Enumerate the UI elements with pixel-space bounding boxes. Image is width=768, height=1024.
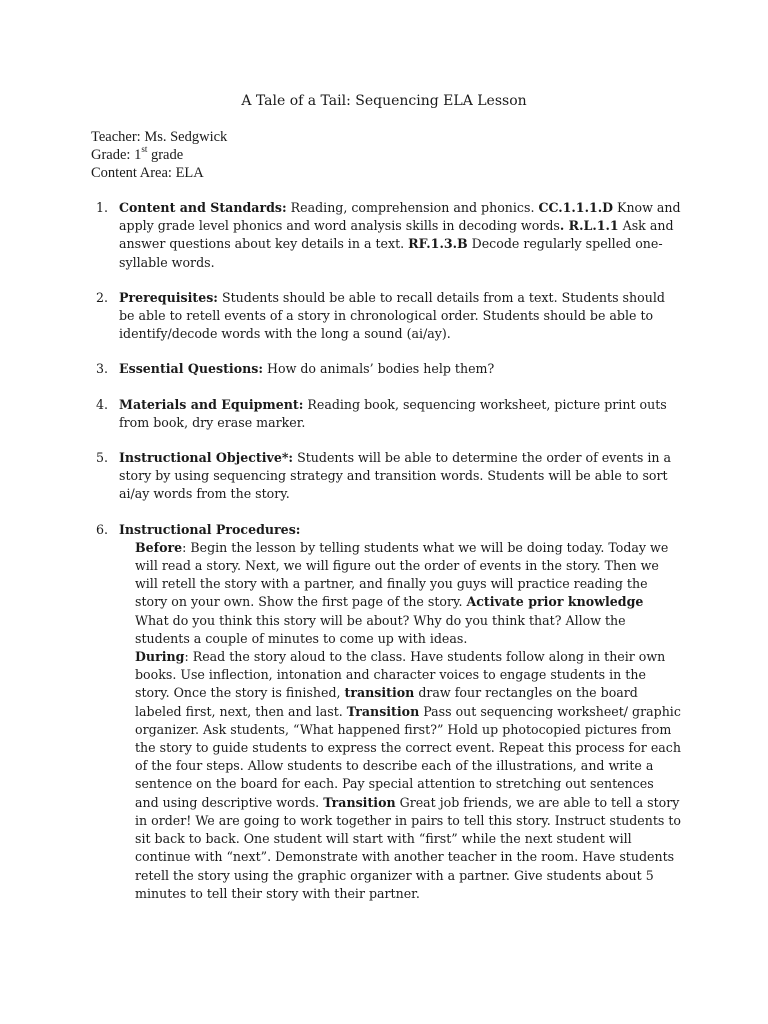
before-text-continued: What do you think this story will be about? Why do you think that? Allow the students a couple of minutes to come up with ideas. [135,612,626,646]
during-text: Pass out sequencing worksheet/ graphic organizer. Ask students, “What happened first?” Hold up photocopied pictures from the story to guide students to express the correct event. Repeat this process for each of the four steps. Allow students to describe each of the illustrations, and write a sentence on the board for each. Pay special attention to stretching out sentences and using descriptive words. [135,703,681,810]
item-number: 5. [96,450,109,466]
standard-code: RF.1.3.B [408,236,468,252]
list-item-objective [91,449,681,504]
item-number: 2. [96,289,109,305]
list-item-procedures [91,521,681,903]
standard-code: CC.1.1.1.D [538,200,614,215]
during-label: During [135,649,185,665]
activate-prior-knowledge-label: Activate prior knowledge [466,594,644,610]
item-text: How do animals’ bodies help them? [263,361,495,377]
item-text: Students should be able to recall details from a text. Students should be able to retell events of a story in chronological order. Students should be able to identify/decode words with the long a sound (ai/ay). [119,289,665,342]
item-number: 6. [96,521,109,537]
grade-prefix: Grade: 1 [91,147,142,163]
item-text: Reading book, sequencing worksheet, picture print outs from book, dry erase marker. [119,396,667,430]
item-label: Materials and Equipment: [119,396,304,412]
teacher-line: Teacher: Ms. Sedgwick [91,129,228,145]
during-text: : Read the story aloud to the class. Have students follow along in their own books. Use inflection, intonation and character voices to engage students in the story. Once the story is finished, [135,649,666,701]
item-label: Content and Standards: [119,200,287,215]
grade-superscript: st [141,144,148,155]
lesson-metadata [91,128,227,182]
item-text: Ask and answer questions about key details in a text. [119,218,674,252]
item-label: Instructional Objective*: [119,450,294,466]
content-area-line: Content Area: ELA [91,165,204,181]
document-title: A Tale of a Tail: Sequencing ELA Lesson [241,93,527,109]
lesson-plan-list [91,199,681,920]
transition-label: transition [344,685,415,701]
before-label: Before [135,539,183,555]
item-label: Instructional Procedures: [119,521,301,537]
item-number: 3. [96,361,109,377]
transition-label: Transition [346,703,420,719]
transition-label: Transition [323,794,396,810]
standard-code: . R.L.1.1 [559,218,619,234]
item-number: 1. [96,200,109,215]
item-number: 4. [96,396,109,412]
during-text: draw four rectangles on the board labeled first, next, then and last. [135,685,638,719]
item-label: Essential Questions: [119,361,264,377]
during-text: Great job friends, we are able to tell a story in order! We are going to work together in pairs to tell this story. Instruct students to sit back to back. One student will start with “first” while the next student will continue with “next”. Demonstrate with another teacher in the room. Have students retell the story using the graphic organizer with a partner. Give students about 5 minutes to tell their story with their partner. [135,794,681,901]
list-item-essential-questions [91,360,681,378]
list-item-content-standards [91,199,681,272]
item-text: Decode regularly spelled one-syllable words. [119,236,663,270]
grade-suffix: grade [147,147,184,163]
grade-line [91,146,227,164]
before-text: : Begin the lesson by telling students what we will be doing today. Today we will read a story. Next, we will figure out the order of events in the story. Then we will retell the story with a partner, and finally you guys will practice reading the story on your own. Show the first page of the story. [135,539,669,610]
list-item-materials [91,396,681,432]
item-label: Prerequisites: [119,289,218,305]
item-text: Reading, comprehension and phonics. [286,200,539,215]
item-text: Students will be able to determine the order of events in a story by using sequencing strategy and transition words. Students will be able to sort ai/ay words from the story. [119,450,672,502]
procedure-during [119,648,681,903]
item-text: Know and apply grade level phonics and word analysis skills in decoding words [119,200,681,234]
procedure-before [119,539,681,648]
list-item-prerequisites [91,289,681,344]
